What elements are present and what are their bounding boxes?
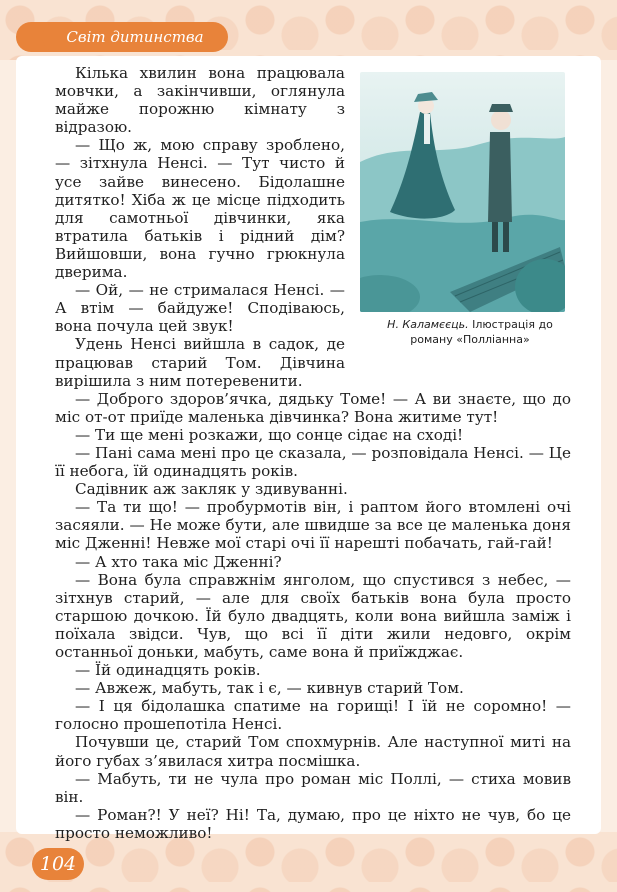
- paragraph: — Авжеж, мабуть, так і є, — кивнув старий Том.: [75, 679, 464, 698]
- section-title: Світ дитинства: [42, 22, 228, 52]
- paragraph: — А хто така міс Дженні?: [75, 552, 282, 571]
- paragraph: — Що ж, мою справу зроблено, — зітхнула Ненсі. — Тут чисто й усе зайве винесено. Бідолашне дитятко! Хіба ж це місце підходить для самотньої дівчинки, яка втратила батьків і рідний дім? Вийшовши, вона гучно грюкнула дверима.: [55, 136, 345, 282]
- page-number: 104: [32, 848, 84, 880]
- paragraph: — Ти ще мені розкажи, що сонце сідає на сході!: [75, 425, 464, 444]
- paragraph: — Та ти що! — пробурмотів він, і раптом його втомлені очі засяяли. — Не може бути, але швидше за все це маленька доня міс Дженні! Невже мої старі очі її нарешті побачать, гай-гай!: [55, 498, 571, 553]
- paragraph: Удень Ненсі вийшла в садок, де працював старий Том. Дівчина вирішила з ним потеревенити.: [55, 335, 345, 390]
- paragraph: — Ой, — не стрималася Ненсі. — А втім — байдуже! Сподіваюсь, вона почула цей звук!: [55, 281, 345, 336]
- paragraph: — Доброго здоров’ячка, дядьку Томе! — А ви знаєте, що до міс от-от приїде маленька дівчинка? Вона житиме тут!: [55, 389, 571, 426]
- paragraph: — І ця бідолашка спатиме на горищі! І їй не соромно! — голосно прошепотіла Ненсі.: [55, 697, 571, 734]
- paragraph: Почувши це, старий Том спохмурнів. Але наступної миті на його губах з’явилася хитра посмішка.: [55, 733, 571, 770]
- paragraph: — Роман?! У неї? Ні! Та, думаю, про це ніхто не чув, бо це просто неможливо!: [55, 805, 571, 842]
- story-text: [55, 64, 571, 842]
- caption-text: Ілюстрація до роману «Полліанна»: [410, 318, 553, 346]
- paragraph: — Мабуть, ти не чула про роман міс Поллі, — стиха мовив він.: [55, 769, 571, 806]
- paragraph: — Їй одинадцять років.: [75, 661, 261, 680]
- paragraph: Кілька хвилин вона працювала мовчки, а закінчивши, оглянула майже порожню кімнату з відразою.: [55, 64, 345, 137]
- paragraph: Садівник аж закляк у здивуванні.: [75, 480, 348, 499]
- caption-author: Н. Каламєєць.: [387, 318, 469, 331]
- paragraph: — Пані сама мені про це сказала, — розповідала Ненсі. — Це її небога, їй одинадцять років.: [55, 443, 571, 481]
- paragraph: — Вона була справжнім янголом, що спустився з небес, — зітхнув старий, — але для своїх батьків вона була просто старшою дочкою. Їй було двадцять, коли вона вийшла заміж і поїхала звідси. Чув, що всі її діти жили недовго, окрім останньої доньки, мабуть, саме вона й приїжджає.: [55, 570, 571, 661]
